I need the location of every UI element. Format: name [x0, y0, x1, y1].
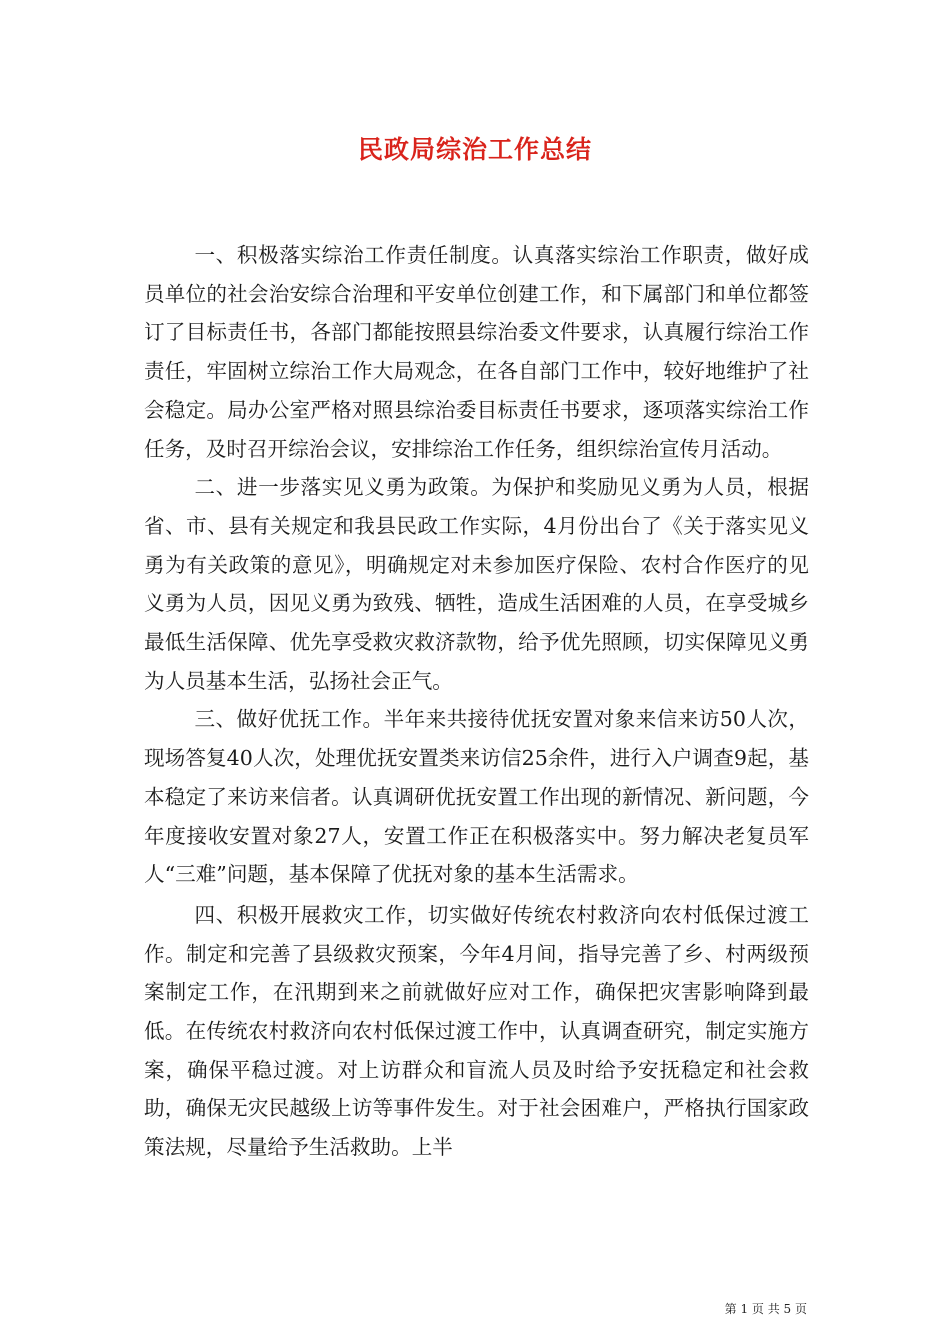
- paragraph-heroic-deeds: 二、进一步落实见义勇为政策。为保护和奖励见义勇为人员，根据省、市、县有关规定和我县民政工作实际，4月份出台了《关于落实见义勇为有关政策的意见》，明确规定对未参加医疗保险、农村合作医疗的见义勇为人员，因见义勇为致残、牺牲，造成生活困难的人员，在享受城乡最低生活保障、优先享受救灾救济款物，给予优先照顾，切实保障见义勇为人员基本生活，弘扬社会正气。: [144, 475, 809, 693]
- page-number: 第 1 页 共 5 页: [724, 1302, 807, 1316]
- paragraph-special-care: 三、做好优抚工作。半年来共接待优抚安置对象来信来访50人次，现场答复40人次，处理优抚安置类来访信25余件，进行入户调查9起，基本稳定了来访来信者。认真调研优抚安置工作出现的新情况、新问题，今年度接收安置对象27人，安置工作正在积极落实中。努力解决老复员军人“三难”问题，基本保障了优抚对象的基本生活需求。: [144, 707, 809, 887]
- document-title: 民政局综治工作总结: [357, 135, 592, 164]
- paragraph-disaster-relief: 四、积极开展救灾工作，切实做好传统农村救济向农村低保过渡工作。制定和完善了县级救灾预案，今年4月间，指导完善了乡、村两级预案制定工作，在汛期到来之前就做好应对工作，确保把灾害影响降到最低。在传统农村救济向农村低保过渡工作中，认真调查研究，制定实施方案，确保平稳过渡。对上访群众和盲流人员及时给予安抚稳定和社会救助，确保无灾民越级上访等事件发生。对于社会困难户，严格执行国家政策法规，尽量给予生活救助。上半: [144, 902, 809, 1160]
- paragraph-responsibility: 一、积极落实综治工作责任制度。认真落实综治工作职责，做好成员单位的社会治安综合治理和平安单位创建工作，和下属部门和单位都签订了目标责任书，各部门都能按照县综治委文件要求，认真履行综治工作责任，牢固树立综治工作大局观念，在各自部门工作中，较好地维护了社会稳定。局办公室严格对照县综治委目标责任书要求，逐项落实综治工作任务，及时召开综治会议，安排综治工作任务，组织综治宣传月活动。: [144, 243, 809, 461]
- document-body: [144, 236, 809, 1167]
